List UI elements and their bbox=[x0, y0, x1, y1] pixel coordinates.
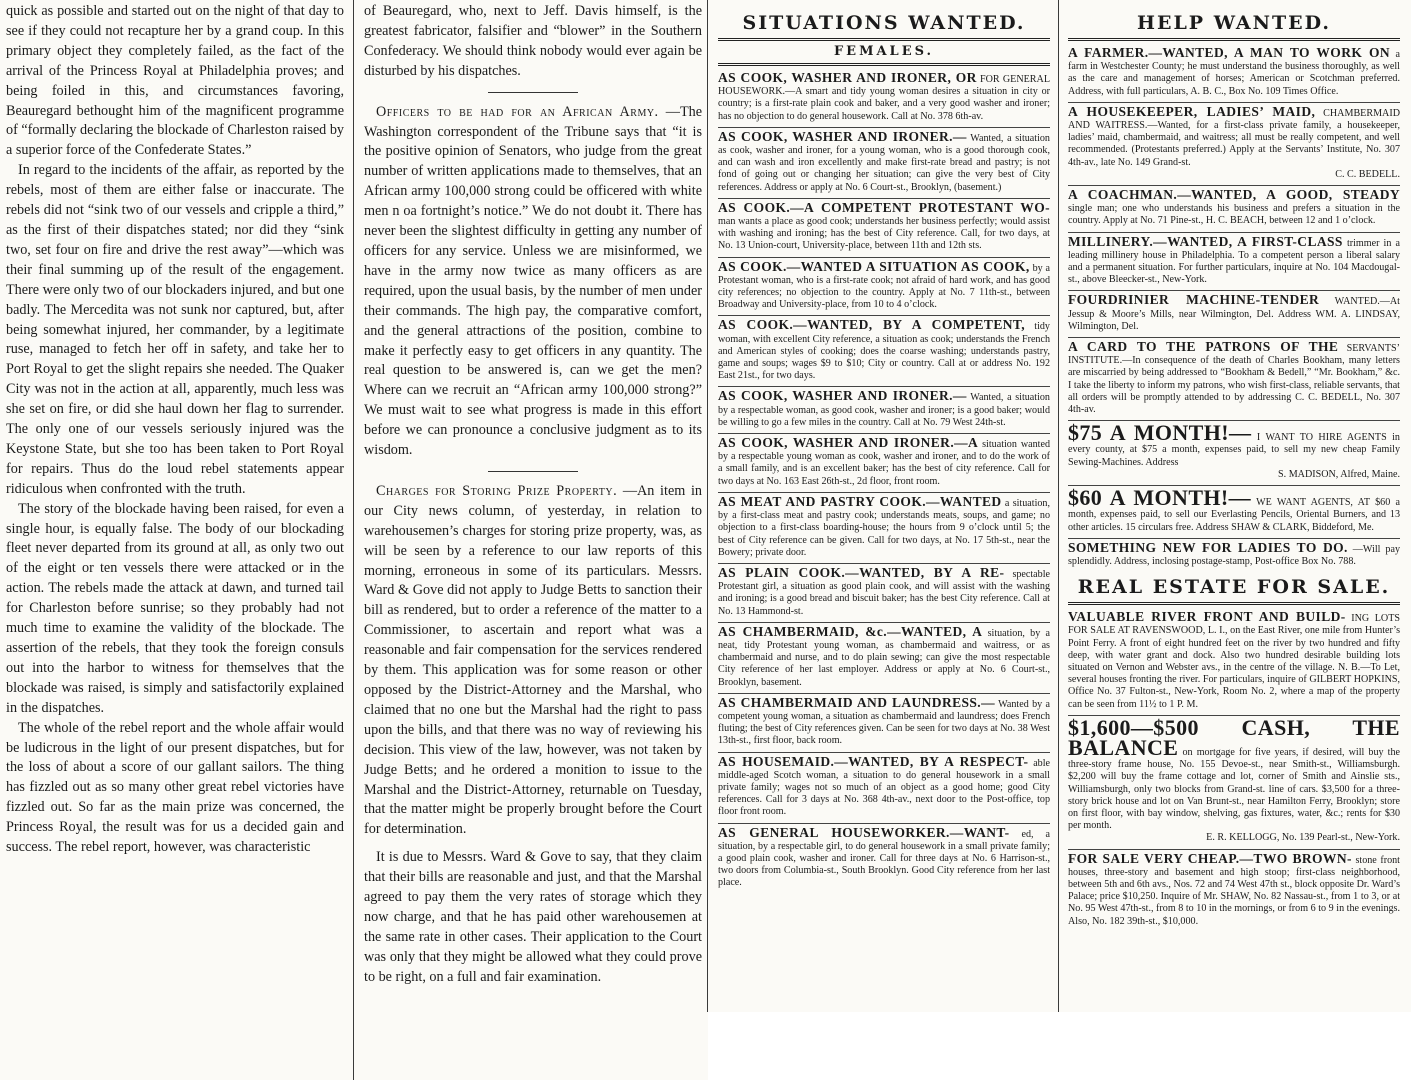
paragraph: The story of the blockade having been raised, for even a single hour, is equally false. The body of our blockading fleet never departed from its ground at all, as only two out of the eight or ten vessels there were attacked or in the action. The rebels made the attack at dawn, and turned tail for Charleston before sunrise; so they probably had not much time to examine the validity of the blockade. The assertion of the rebels, that they took the foreign consuls out into the harbor to witness for themselves that the blockade was raised, is simply and satisfactorily explained in the dispatches. bbox=[6, 500, 344, 716]
column-rule bbox=[353, 0, 354, 1080]
ad-lead: $60 A MONTH!— bbox=[1068, 485, 1252, 511]
classified-ad bbox=[718, 623, 1050, 694]
classified-ad bbox=[718, 258, 1050, 317]
section-subtitle: FEMALES. bbox=[833, 44, 935, 59]
ad-text: I WANT TO HIRE AGENTS in every county, at $75 a month, expenses paid, to sell my new cheap Family Sewing-Machines. Address bbox=[1068, 432, 1400, 468]
ad-text: single man; one who understands his business and prefers a situation in the country. Apply at No. 71 Pine-st., H. C. BEACH, between 12 and 1 o’clock. bbox=[1068, 203, 1400, 227]
ad-lead: FOURDRINIER MACHINE-TENDER bbox=[1068, 292, 1320, 308]
ad-text: —Will pay splendidly. Address, inclosing postage-stamp, Post-office Box No. 788. bbox=[1068, 543, 1400, 567]
double-rule bbox=[1068, 38, 1400, 41]
classified-ad bbox=[1068, 233, 1400, 292]
section-title: REAL ESTATE FOR SALE. bbox=[1077, 576, 1391, 599]
ad-lead: A FARMER.—WANTED, A MAN TO WORK ON bbox=[1068, 45, 1391, 60]
help-wanted-column bbox=[1058, 0, 1408, 1012]
ad-lead: AS COOK.—A COMPETENT PROTESTANT WO- bbox=[718, 199, 1050, 215]
classified-ad bbox=[1068, 486, 1400, 539]
classified-ad bbox=[718, 128, 1050, 199]
ad-text: ING LOTS FOR SALE AT RAVENSWOOD, L. I., on the East River, one mile from Hunter’s Point Ferry. A front of eight hundred feet on the river by two hundred and fifty deep, with water grant and dock. Also two hundred desirable building lots situated on Vernon and Webster avs., in the centre of the village. N. B.—To Let, several houses fronting the river. For particulars, inquire of GILBERT HOPKINS, Office No. 37 Fulton-st., New-York, Room No. 2, where a map of the property can be seen from 11½ to 1 P. M. bbox=[1068, 613, 1400, 710]
double-rule bbox=[1068, 602, 1400, 605]
article-body: —The Washington correspondent of the Tribune says that “it is the positive opinion of Senators, who judge from the great number of written applications made to themselves, that an African army 100,000 strong could be officered with white men n oa fortnight’s notice.” We do not doubt it. There has never been the slightest difficulty in getting any number of officers for any service. Unless we are misinformed, we have in the army now twice as many officers as are required, upon the usual basis, by the number of men under their commands. The high pay, the comparative comfort, and the general attractions of the position, combine to make it perfectly easy to get officers in any quantity. The real question to be answered is, can we get the men? Where can we recruit an “African army 100,000 strong?” We must wait to see what progress is made in this effort before we can pronounce a conclusive judgment as to its wisdom. bbox=[364, 103, 702, 459]
ad-lead: AS COOK.—WANTED, BY A COMPETENT, bbox=[718, 317, 1026, 333]
separator bbox=[488, 92, 578, 93]
ad-text: WE WANT AGENTS, AT $60 a month, expenses paid, to sell our Everlasting Pencils, Oriental Burners, and 13 other articles. 15 circulars free. Address SHAW & CLARK, Biddeford, Me. bbox=[1068, 497, 1400, 533]
section-title: SITUATIONS WANTED. bbox=[742, 12, 1026, 34]
classified-ad bbox=[1068, 103, 1400, 186]
ad-lead: AS CHAMBERMAID, &c.—WANTED, A bbox=[718, 623, 983, 639]
ad-lead: FOR SALE VERY CHEAP.—TWO BROWN- bbox=[1068, 850, 1352, 866]
classified-ad bbox=[1068, 608, 1400, 716]
classified-ad bbox=[718, 753, 1050, 824]
ad-lead: AS HOUSEMAID.—WANTED, BY A RESPECT- bbox=[718, 753, 1029, 769]
ad-lead: AS COOK, WASHER AND IRONER, OR bbox=[718, 70, 977, 85]
ad-lead: VALUABLE RIVER FRONT AND BUILD- bbox=[1068, 609, 1346, 625]
ad-text: Wanted, a situation by a respectable woman, as good cook, washer and ironer; is a good baker; would be willing to go a few miles in the country. Call at No. 79 West 24th-st. bbox=[718, 392, 1050, 428]
classified-ad bbox=[718, 564, 1050, 623]
ad-text: Wanted by a competent young woman, a situation as chambermaid and laundress; does French fluting; the best of City references given. Can be seen for two days at No. 38 West 13th-st., first floor, back room. bbox=[718, 698, 1051, 747]
ad-text: tidy woman, with excellent City reference, a situation as cook; understands the French and American styles of cooking; does the coarse washing; understands pastry, game and soups; wages $9 to $10; City or country. Call at or address No. 192 East 21st., for two days. bbox=[718, 321, 1050, 382]
article-heading: Charges for Storing Prize Property. bbox=[376, 482, 618, 499]
ads-list bbox=[1068, 608, 1400, 932]
article bbox=[364, 482, 702, 840]
situations-wanted-column bbox=[708, 0, 1058, 1012]
classified-ad bbox=[718, 316, 1050, 387]
classified-ad bbox=[718, 199, 1050, 258]
ad-lead: AS CHAMBERMAID AND LAUNDRESS.— bbox=[718, 694, 995, 710]
ad-text: CHAMBERMAID AND WAITRESS.—Wanted, for a first-class private family, a housekeeper, ladies’ maid, chambermaid, and waitress; all must be really competent, and well recommended. (Protestants preferred.) Apply at the Servants’ Institute, No. 307 4th-av., late No. 149 Grand-st. bbox=[1068, 107, 1400, 168]
paragraph: In regard to the incidents of the affair, as reported by the rebels, most of them are either false or inaccurate. The rebels did not “sink two of our vessels and cripple a third,” as the first of their dispatches stated; nor did they “sink two, set four on fire and drive the rest away”—which was their final summing up of the result of the engagement. There were only two of our blockaders injured, and but one badly. The Mercedita was not sunk nor captured, but, after being somewhat injured, her commander, by a legitimate ruse, managed to fetch her off in safety, and take her to Port Royal to get the slight repairs she needed. The Quaker City was not in the action at all, apparently, much less was she set on fire, or did she haul down her flag to surrender. The only one of our vessels seriously injured was the Keystone State, but she too has been taken to Port Royal for repairs. Thus do the loud rebel statements appear ridiculous when confronted with the truth. bbox=[6, 162, 344, 497]
ad-text: spectable Protestant girl, a situation as good plain cook, and will assist with the washing and ironing; is a good bread and biscuit baker; has the best City reference. Call at No. 13 Hammond-st. bbox=[718, 568, 1050, 617]
classified-ad bbox=[718, 69, 1050, 128]
classified-ad bbox=[1068, 338, 1400, 421]
double-rule bbox=[718, 38, 1050, 41]
ad-text: a situation, by a first-class meat and pastry cook; understands meats, soups, and game; no objection to a first-class boarding-house; the hours from 9 o’clock until 5; the best of City reference can be given. Call for two days, at No. 17 5th-st., near the Bowery; private door. bbox=[718, 497, 1050, 558]
classified-ad bbox=[1068, 291, 1400, 338]
classified-ad bbox=[1068, 850, 1400, 932]
ad-text: ed, a situation, by a respectable girl, to do general housework in a small private family; a good plain cook, washer and ironer. Call for three days at No. 6 Harrison-st., two doors from Columbia-st., South Brooklyn. Good City reference from her last place. bbox=[718, 828, 1050, 889]
ad-lead: AS COOK, WASHER AND IRONER.— bbox=[718, 128, 967, 144]
ad-lead: AS MEAT AND PASTRY COOK.—WANTED bbox=[718, 493, 1002, 509]
separator bbox=[488, 471, 578, 472]
ad-lead: A CARD TO THE PATRONS OF THE bbox=[1068, 339, 1339, 355]
classified-ad bbox=[1068, 716, 1400, 850]
article-body: —An item in our City news column, of yesterday, in relation to warehousemen’s charges for storing prize property, was, as will be seen by a reference to our law reports of this morning, erroneous in some of its particulars. Messrs. Ward & Gove did not apply to Judge Betts to sanction their bill as rendered, but to order a reference of the matter to a Commissioner, to ascertain and report what was a reasonable and fair compensation for the services rendered by them. This application was for some reason or other opposed by the District-Attorney and the Marshal, who claimed that no one but the Marshal had the right to pass upon the bills, and that there was no way of reviewing his decision. This view of the law, however, was not taken by Judge Betts; and he ordered a monition to issue to the Marshal and the District-Attorney, returnable on Tuesday, that the matter might be properly brought before the Court for determination. bbox=[364, 482, 702, 838]
ad-signature: S. MADISON, Alfred, Maine. bbox=[1278, 468, 1400, 480]
ad-lead: SOMETHING NEW FOR LADIES TO DO. bbox=[1068, 539, 1348, 555]
page-margin bbox=[708, 1012, 1411, 1080]
ad-lead: AS GENERAL HOUSEWORKER.—WANT- bbox=[718, 824, 1010, 840]
classified-ad bbox=[718, 434, 1050, 493]
ad-lead: AS COOK, WASHER AND IRONER.—A bbox=[718, 435, 979, 451]
ad-lead: AS COOK, WASHER AND IRONER.— bbox=[718, 388, 967, 404]
ad-text: FOR GENERAL HOUSEWORK.—A smart and tidy young woman desires a situation in city or country; is a first-rate plain cook and baker, and a very good washer and ironer; has no objection to do general housework. Call at No. 378 6th-av. bbox=[718, 74, 1050, 122]
classified-ad bbox=[718, 694, 1050, 753]
editorial-column-1 bbox=[0, 0, 350, 1080]
ad-text: trimmer in a leading millinery house in Philadelphia. To a competent person a liberal salary and a permanent situation. For further particulars, inquire at No. 104 Macdougal-st., above Bleecker-st., New-York. bbox=[1068, 237, 1400, 286]
ad-text: a farm in Westchester County; he must understand the business thoroughly, as well as the care and management of horses; American or Scotchman preferred. Address, with full particulars, A. B. C., Box No. 109 Times Office. bbox=[1068, 49, 1400, 97]
ad-text: stone front houses, three-story and basement and high stoop; first-class neighborhood, between 5th and 6th avs., Nos. 72 and 74 West 47th st., block opposite Dr. Ward’s Palace; price $10,250. Inquire of Mr. SHAW, No. 82 Nassau-st., from 1 to 3, or at No. 95 West 47th-st., from 8 to 10 in the mornings, or from 6 to 9 in the evenings. Also, No. 182 39th-st., $10,000. bbox=[1068, 854, 1400, 927]
ad-text: man wants a place as good cook; understands her business perfectly; would assist with washing and ironing; has the best of City reference. Call, for two days, at No. 13 Union-court, University-place, between 11th and 12th sts. bbox=[718, 216, 1050, 252]
article bbox=[364, 103, 702, 461]
ad-text: on mortgage for five years, if desired, will buy the three-story frame house, No. 155 Devoe-st., near Smith-st., Williamsburgh. $2,200 will buy the frame cottage and lot, corner of Smith and Ainslie sts., Williamsburgh, only two blocks from Grand-st. line of cars. $3,500 for a three-story brick house and lot on Van Brunt-st., near Hamilton Ferry, Brooklyn; store on first floor, with bay window, shelving, gas fixtures, water, &c.; rents for $30 per month. bbox=[1068, 746, 1401, 832]
ad-text: able middle-aged Scotch woman, a situation to do general housework in a small private family; wages not so much of an object as a good home; good City references. Call for 3 days at No. 368 4th-av., next door to the Post-office, top floor front room. bbox=[718, 757, 1050, 818]
ad-lead: $1,600—$500 CASH, THE BALANCE bbox=[1068, 714, 1400, 760]
classified-ad bbox=[1068, 44, 1400, 103]
section-title: HELP WANTED. bbox=[1137, 12, 1331, 34]
classified-ad bbox=[718, 493, 1050, 564]
article-heading: Officers to be had for an African Army. bbox=[376, 103, 659, 120]
ad-text: situation wanted by a respectable young woman as cook, washer and ironer, and to do the work of a small family, and is an excellent baker; has the best of city reference. Call for two days at No. 163 East 26th-st., 2d floor, front room. bbox=[718, 439, 1051, 487]
ad-text: Wanted, a situation as cook, washer and ironer, for a young woman, who is a good thorough cook, and can wash and iron excellently and make first-rate bread and pastry; is not fond of going out or changing her situation; can give the very best of City references. Address or apply at No. 6 Court-st., Brooklyn, (basement.) bbox=[718, 132, 1050, 193]
ad-lead: A COACHMAN.—WANTED, A GOOD, STEADY bbox=[1068, 187, 1400, 203]
ad-text: SERVANTS’ INSTITUTE.—In consequence of the death of Charles Bookham, many letters are miscarried by being addressed to “Bookham & Bedell,” “Mr. Bookham,” &c. I take the liberty to inform my patrons, who wish first-class, reliable servants, that all orders will be promptly attended to by addressing C. C. BEDELL, No. 307 4th-av. bbox=[1068, 343, 1400, 416]
ads-list bbox=[718, 69, 1050, 894]
ad-lead: AS PLAIN COOK.—WANTED, BY A RE- bbox=[718, 564, 1005, 580]
classified-ad bbox=[1068, 539, 1400, 572]
paragraph: quick as possible and started out on the night of that day to see if they could not recapture her by a grand coup. In this primary object they completely failed, as the fact of the arrival of the Princess Royal at Philadelphia proves; and being foiled in this, and circumstances favoring, Beauregard bethought him of the magnificent programme of “formally declaring the blockade of Charleston raised by a superior force of the Confederate States.” bbox=[6, 3, 345, 159]
ad-lead: MILLINERY.—WANTED, A FIRST-CLASS bbox=[1068, 233, 1343, 249]
ad-text: WANTED.—At Jessup & Moore’s Mills, near Wilmington, Del. Address WM. A. LINDSAY, Wilmington, Del. bbox=[1068, 296, 1400, 332]
double-rule bbox=[718, 63, 1050, 66]
classified-ad bbox=[1068, 421, 1400, 486]
ad-text: by a Protestant woman, who is a first-rate cook; not afraid of hard work, and has good city references; no objection to the country. Apply at No. 7 11th-st., between Broadway and University-place, from 10 to 4 o’clock. bbox=[718, 262, 1050, 311]
ad-signature: C. C. BEDELL. bbox=[1335, 168, 1400, 180]
paragraph: of Beauregard, who, next to Jeff. Davis himself, is the greatest fabricator, falsifier and “blower” in the Southern Confederacy. We should think nobody would ever again be disturbed by his dispatches. bbox=[364, 3, 702, 79]
ad-lead: A HOUSEKEEPER, LADIES’ MAID, bbox=[1068, 103, 1316, 119]
ad-lead: $75 A MONTH!— bbox=[1068, 420, 1252, 446]
paragraph: It is due to Messrs. Ward & Gove to say, that they claim that their bills are reasonable and just, and that the Marshal agreed to pay them the very rates of storage which they now charge, and that he has paid other warehousemen at the same rate in other cases. Their application to the Court was only that they might be allowed what they could prove to be right, on a full and fair examination. bbox=[364, 849, 702, 985]
paragraph: The whole of the rebel report and the whole affair would be ludicrous in the light of our present dispatches, but for the loss of about a score of our gallant sailors. The thing has fizzled out as so many other great rebel victories have fizzled out. So far as the main prize was concerned, the Princess Royal, the result was for us a decided gain and success. The rebel report, however, was characteristic bbox=[6, 719, 344, 856]
ad-signature: E. R. KELLOGG, No. 139 Pearl-st., New-York. bbox=[1206, 832, 1400, 844]
ad-text: situation, by a neat, tidy Protestant young woman, as chambermaid and waitress, or as chambermaid and nurse, and to do plain sewing; can give the most respectable City reference of her last employer. Address or apply at No. 6 Court-st., Brooklyn, basement. bbox=[718, 627, 1050, 688]
ad-lead: AS COOK.—WANTED A SITUATION AS COOK, bbox=[718, 258, 1030, 274]
editorial-column-2 bbox=[356, 0, 708, 1080]
classified-ad bbox=[718, 387, 1050, 434]
ads-list bbox=[1068, 44, 1400, 572]
classified-ad bbox=[1068, 186, 1400, 233]
classified-ad bbox=[718, 824, 1050, 894]
